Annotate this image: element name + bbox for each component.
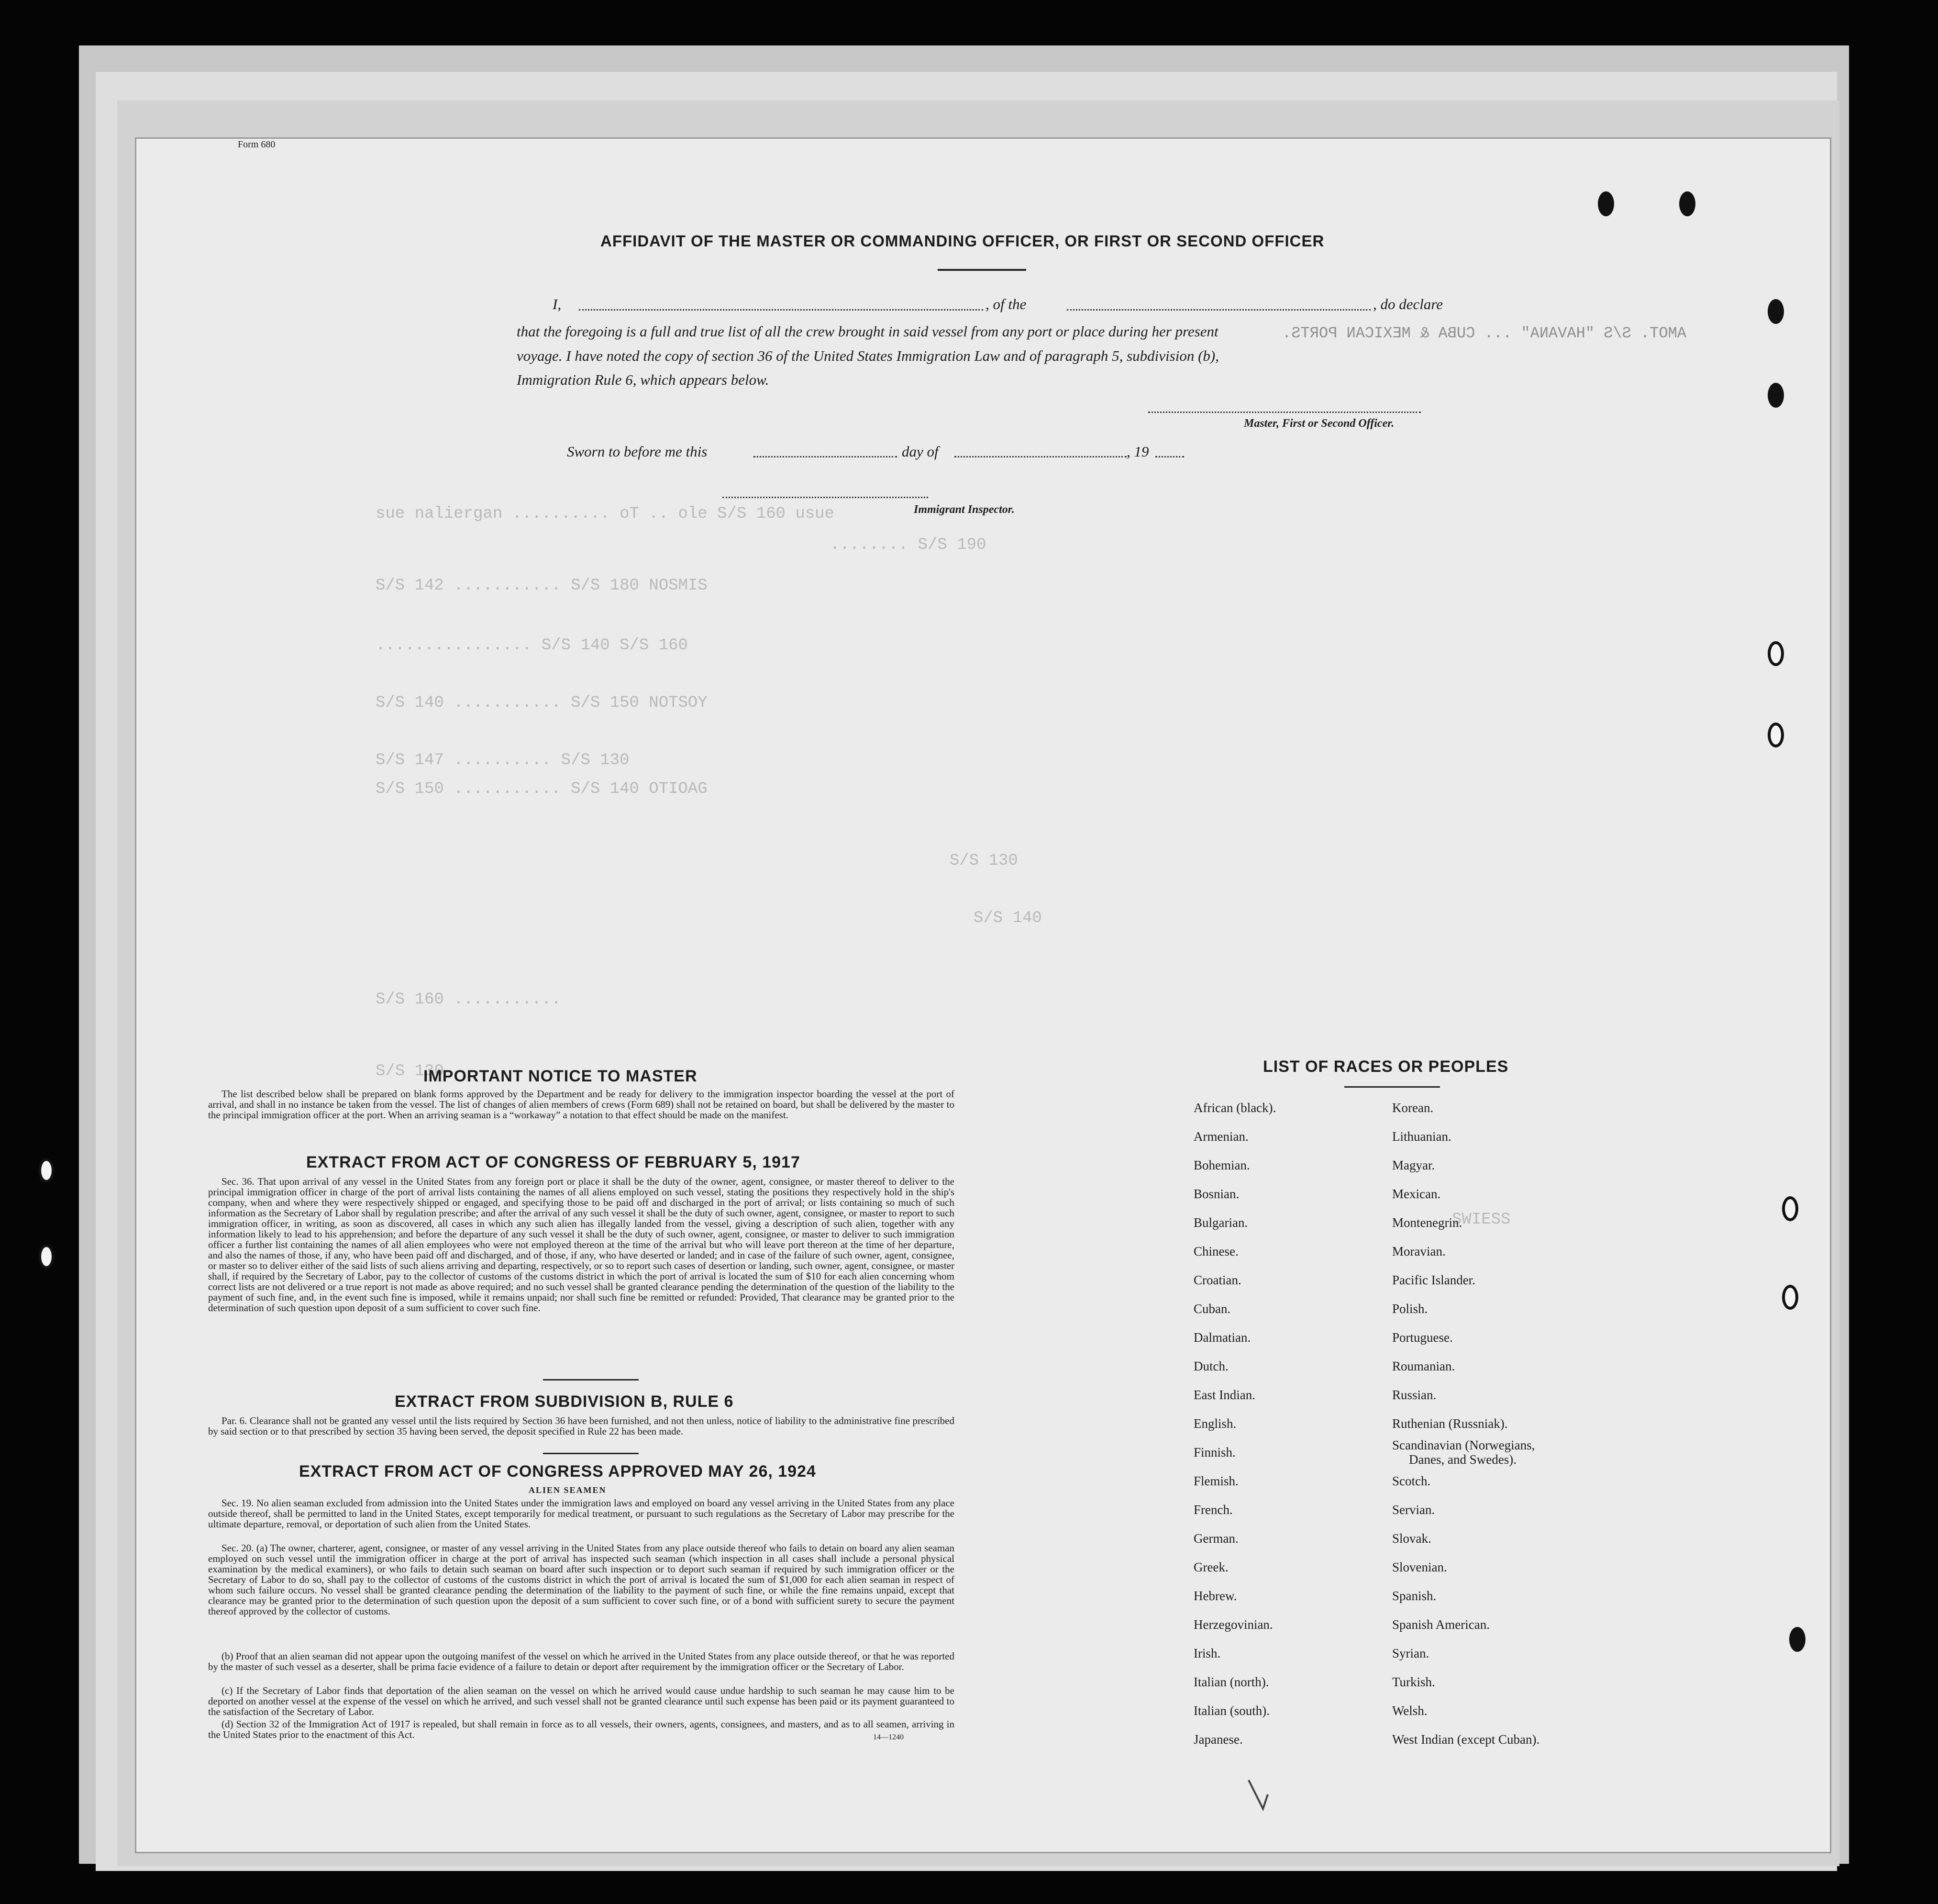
extract-rule6-heading: EXTRACT FROM SUBDIVISION B, RULE 6 bbox=[395, 1392, 734, 1411]
sworn-day-blank bbox=[753, 456, 897, 457]
race-item: Finnish. bbox=[1194, 1445, 1236, 1459]
race-item: Italian (north). bbox=[1194, 1675, 1269, 1689]
race-item: German. bbox=[1194, 1531, 1239, 1546]
faint-crew-line: S/S 160 ........... bbox=[376, 991, 561, 1009]
day-of-label: day of bbox=[902, 443, 939, 460]
race-item: Welsh. bbox=[1392, 1704, 1428, 1718]
faint-crew-line: S/S 130 bbox=[376, 1062, 444, 1080]
punch-hole bbox=[1598, 191, 1614, 216]
race-item: Croatian. bbox=[1194, 1273, 1241, 1287]
faint-crew-line: sue naliergan .......... oT .. ole S/S 160 usue bbox=[376, 505, 834, 523]
race-item: East Indian. bbox=[1194, 1388, 1255, 1402]
affidavit-do-declare: , do declare bbox=[1373, 296, 1443, 312]
races-heading: LIST OF RACES OR PEOPLES bbox=[1263, 1058, 1509, 1076]
race-item: Cuban. bbox=[1194, 1302, 1231, 1316]
punch-hole bbox=[1782, 1196, 1798, 1221]
extract-1924-sec20a: Sec. 20. (a) The owner, charterer, agent, consignee, or master of any vessel arriving in the United States from any place outside thereof who fails to detain on board any alien seaman employed on such vessel until the immigration officer in charge at the port of arrival has inspected such seaman (which inspection in all cases shall include a personal physical examination by the medical examiners), or who fails to detain such seaman on board after such inspection or to deport such seaman if required by such immigration officer or the Secretary of Labor to do so, shall pay to the collector of customs of the customs district in which the port of arrival is located the sum of $1,000 for each alien seaman in respect of whom such failure occurs. No vessel shall be granted clearance pending the determination of the liability to the payment of such fine, or while the fine remains unpaid, except that clearance may be granted prior to the determination of such question upon the deposit of a sum sufficient to cover such fine, or of a bond with sufficient surety to secure the payment thereof approved by the collector of customs. bbox=[208, 1542, 954, 1617]
extract-1924-sec20b: (b) Proof that an alien seaman did not appear upon the outgoing manifest of the vessel on which he arrived in the United States from any place outside thereof, or that he was reported by the master of such vessel as a deserter, shall be prima facie evidence of a failure to detain or deport after requirement by the immigration officer or the Secretary of Labor. bbox=[208, 1650, 954, 1672]
race-item: Portuguese. bbox=[1392, 1330, 1453, 1345]
extract-1917-heading: EXTRACT FROM ACT OF CONGRESS OF FEBRUARY 5, 1917 bbox=[306, 1153, 800, 1171]
punch-hole bbox=[1789, 1627, 1805, 1652]
race-item: English. bbox=[1194, 1416, 1237, 1431]
race-item: Russian. bbox=[1392, 1388, 1437, 1402]
affidavit-of-the: , of the bbox=[986, 296, 1027, 312]
notice-heading: IMPORTANT NOTICE TO MASTER bbox=[423, 1067, 698, 1085]
year-blank bbox=[1155, 456, 1184, 457]
race-item: Magyar. bbox=[1392, 1158, 1435, 1172]
race-item: Moravian. bbox=[1392, 1244, 1446, 1258]
race-item: Slovenian. bbox=[1392, 1560, 1447, 1574]
punch-hole bbox=[38, 1158, 55, 1183]
faint-crew-line: S/S 130 bbox=[950, 852, 1018, 870]
faint-crew-line: S/S 140 bbox=[974, 909, 1042, 927]
race-item: Japanese. bbox=[1194, 1732, 1243, 1747]
race-item: Bohemian. bbox=[1194, 1158, 1250, 1172]
extract-1924-sec20c: (c) If the Secretary of Labor finds that deportation of the alien seaman on the vessel on which he arrived would cause undue hardship to such seaman he may cause him to be deported on another vessel at the expense of the vessel on which he arrived, and such vessel shall not be granted clearance until such expense has been paid or its payment guaranteed to the satisfaction of the Secretary of Labor. bbox=[208, 1685, 954, 1717]
race-item: Flemish. bbox=[1194, 1474, 1239, 1488]
extract-1924-sec20d: (d) Section 32 of the Immigration Act of 1917 is repealed, but shall remain in force as to all vessels, their owners, agents, consignees, and masters, and as to all seamen, arriving in the United States prior to the enactment of this Act. bbox=[208, 1718, 954, 1740]
extract-1924-heading: EXTRACT FROM ACT OF CONGRESS APPROVED MAY 26, 1924 bbox=[299, 1462, 816, 1481]
extract-1924-subheading: ALIEN SEAMEN bbox=[529, 1485, 607, 1495]
print-code: 14—1240 bbox=[873, 1733, 904, 1741]
race-item: Spanish. bbox=[1392, 1589, 1437, 1603]
race-item: Chinese. bbox=[1194, 1244, 1239, 1258]
race-item: Slovak. bbox=[1392, 1531, 1431, 1546]
affidavit-i: I, bbox=[553, 296, 562, 312]
races-rule bbox=[1344, 1086, 1440, 1088]
race-item: Armenian. bbox=[1194, 1129, 1249, 1144]
race-item: Irish. bbox=[1194, 1646, 1221, 1660]
name-blank bbox=[579, 309, 983, 311]
signature-blank bbox=[1148, 412, 1421, 413]
extract-1917-body: Sec. 36. That upon arrival of any vessel in the United States from any foreign port or place it shall be the duty of the owner, agent, consignee, or master thereof to deliver to the principal immigration officer in charge of the port of arrival lists containing the names of all aliens employed on such vessel, stating the positions they respectively hold in the ship's company, when and where they were respectively shipped or engaged, and specifying those to be paid off and discharged in the port of arrival; or lists containing so much of such information as the Secretary of Labor shall by regulation prescribe; and after the arrival of any such vessel it shall be the duty of such owner, agent, consignee, or master to report to such immigration officer, in writing, as soon as discovered, all cases in which any such alien has illegally landed from the vessel, giving a description of such alien, together with any information likely to lead to his apprehension; and before the departure of any such vessel it shall be the duty of such owner, agent, consignee, or master to deliver to such immigration officer a further list containing the names of all alien employees who were not employed thereon at the time of the arrival but who will leave port thereon at the time of her departure, and also the names of those, if any, who have been paid off and discharged, and of those, if any, who have deserted or landed; and in case of the failure of such owner, agent, consignee, or master so to deliver either of the said lists of such aliens arriving and departing, respectively, or so to report such cases of desertion or landing, such owner, agent, consignee, or master shall, if required by the Secretary of Labor, pay to the collector of customs of the customs district in which the port of arrival is located the sum of $10 for each alien concerning whom correct lists are not delivered or a true report is not made as above required; and no such vessel shall be granted clearance pending the determination of the question of the liability to the payment of such fine, and, in the event such fine is imposed, while it remains unpaid; nor shall such fine be remitted or refunded: Provided, That clearance may be granted prior to the determination of such question upon deposit of a sum sufficient to cover such fine. bbox=[208, 1176, 954, 1314]
punch-hole bbox=[1768, 299, 1784, 324]
race-item: Korean. bbox=[1392, 1101, 1434, 1115]
year-label: , 19 bbox=[1127, 443, 1149, 460]
race-item: Montenegrin. bbox=[1392, 1215, 1462, 1230]
race-item: Bosnian. bbox=[1194, 1187, 1240, 1201]
section-rule bbox=[543, 1453, 639, 1454]
sworn-month-blank bbox=[954, 456, 1127, 457]
inspector-caption: Immigrant Inspector. bbox=[914, 503, 1015, 516]
race-item: Italian (south). bbox=[1194, 1704, 1270, 1718]
faint-crew-line: ........ S/S 190 bbox=[830, 536, 986, 554]
extract-rule6-body: Par. 6. Clearance shall not be granted any vessel until the lists required by Section 36 have been furnished, and not then unless, notice of liability to the administrative fine prescribed by said section or to that prescribed by section 35 having been served, the deposit specified in Rule 22 has been made. bbox=[208, 1415, 954, 1437]
race-item: Dutch. bbox=[1194, 1359, 1229, 1373]
race-item: Scotch. bbox=[1392, 1474, 1431, 1488]
form-number: Form 680 bbox=[238, 139, 276, 150]
race-item: Dalmatian. bbox=[1194, 1330, 1251, 1345]
race-item: Spanish American. bbox=[1392, 1617, 1490, 1632]
faint-crew-line: SWIESS bbox=[1452, 1211, 1511, 1229]
affidavit-line-3: voyage. I have noted the copy of section 36 of the United States Immigration Law and of paragraph 5, subdivision (b), bbox=[517, 347, 1219, 364]
race-item: Lithuanian. bbox=[1392, 1129, 1451, 1144]
race-item: West Indian (except Cuban). bbox=[1392, 1732, 1540, 1747]
race-item-continuation: Danes, and Swedes). bbox=[1409, 1452, 1517, 1467]
pencil-check-mark bbox=[1246, 1775, 1285, 1814]
faint-crew-line: ................ S/S 140 S/S 160 bbox=[376, 636, 688, 655]
bleedthrough-text: AMOT. S/S "HAVANA" ... CUBA & MEXICAN PORTS. bbox=[1282, 324, 1686, 342]
race-item: Ruthenian (Russniak). bbox=[1392, 1416, 1508, 1431]
race-item: Mexican. bbox=[1392, 1187, 1441, 1201]
race-item: French. bbox=[1194, 1503, 1233, 1517]
race-item: Scandinavian (Norwegians, bbox=[1392, 1438, 1535, 1452]
race-item: Pacific Islander. bbox=[1392, 1273, 1475, 1287]
heading-rule bbox=[938, 269, 1026, 271]
faint-crew-line: S/S 142 ........... S/S 180 NOSMIS bbox=[376, 577, 708, 595]
race-item: Herzegovinian. bbox=[1194, 1617, 1273, 1632]
race-item: Roumanian. bbox=[1392, 1359, 1455, 1373]
faint-crew-line: S/S 150 ........... S/S 140 OTIOAG bbox=[376, 780, 708, 798]
race-item: Servian. bbox=[1392, 1503, 1435, 1517]
race-item: Turkish. bbox=[1392, 1675, 1435, 1689]
race-item: Greek. bbox=[1194, 1560, 1229, 1574]
sworn-label: Sworn to before me this bbox=[567, 443, 708, 460]
punch-hole bbox=[1768, 723, 1784, 747]
affidavit-line-4: Immigration Rule 6, which appears below. bbox=[517, 371, 769, 388]
vessel-blank bbox=[1067, 309, 1371, 311]
affidavit-heading: AFFIDAVIT OF THE MASTER OR COMMANDING OFFICER, OR FIRST OR SECOND OFFICER bbox=[600, 232, 1325, 250]
faint-crew-line: S/S 147 .......... S/S 130 bbox=[376, 751, 630, 769]
punch-hole bbox=[1768, 641, 1784, 666]
affidavit-line-2: that the foregoing is a full and true list of all the crew brought in said vessel from any port or place during her present bbox=[517, 323, 1218, 340]
punch-hole bbox=[1768, 383, 1784, 408]
faint-crew-line: S/S 140 ........... S/S 150 NOTSOY bbox=[376, 694, 708, 712]
signature-caption: Master, First or Second Officer. bbox=[1244, 417, 1395, 430]
extract-1924-sec19: Sec. 19. No alien seaman excluded from admission into the United States under the immigration laws and employed on board any vessel arriving in the United States from any place outside thereof, shall be permitted to land in the United States, except temporarily for medical treatment, or pursuant to such regulations as the Secretary of Labor may prescribe for the ultimate departure, removal, or deportation of such alien from the United States. bbox=[208, 1497, 954, 1530]
race-item: Hebrew. bbox=[1194, 1589, 1237, 1603]
form-page bbox=[136, 139, 1830, 1852]
section-rule bbox=[543, 1379, 639, 1381]
notice-body: The list described below shall be prepared on blank forms approved by the Department and be ready for delivery to the immigration inspector boarding the vessel at the port of arrival, and shall in no instance be taken from the vessel. The list of changes of alien members of crews (Form 689) shall not be retained on board, but shall be delivered by the master to the principal immigration officer at the port. When an arriving seaman is a “workaway” a notation to that effect should be made on the manifest. bbox=[208, 1088, 954, 1121]
race-item: Polish. bbox=[1392, 1302, 1428, 1316]
race-item: Bulgarian. bbox=[1194, 1215, 1248, 1230]
race-item: African (black). bbox=[1194, 1101, 1276, 1115]
punch-hole bbox=[1782, 1285, 1798, 1310]
inspector-blank bbox=[722, 497, 928, 498]
punch-hole bbox=[38, 1244, 55, 1269]
race-item: Syrian. bbox=[1392, 1646, 1429, 1660]
punch-hole bbox=[1679, 191, 1695, 216]
